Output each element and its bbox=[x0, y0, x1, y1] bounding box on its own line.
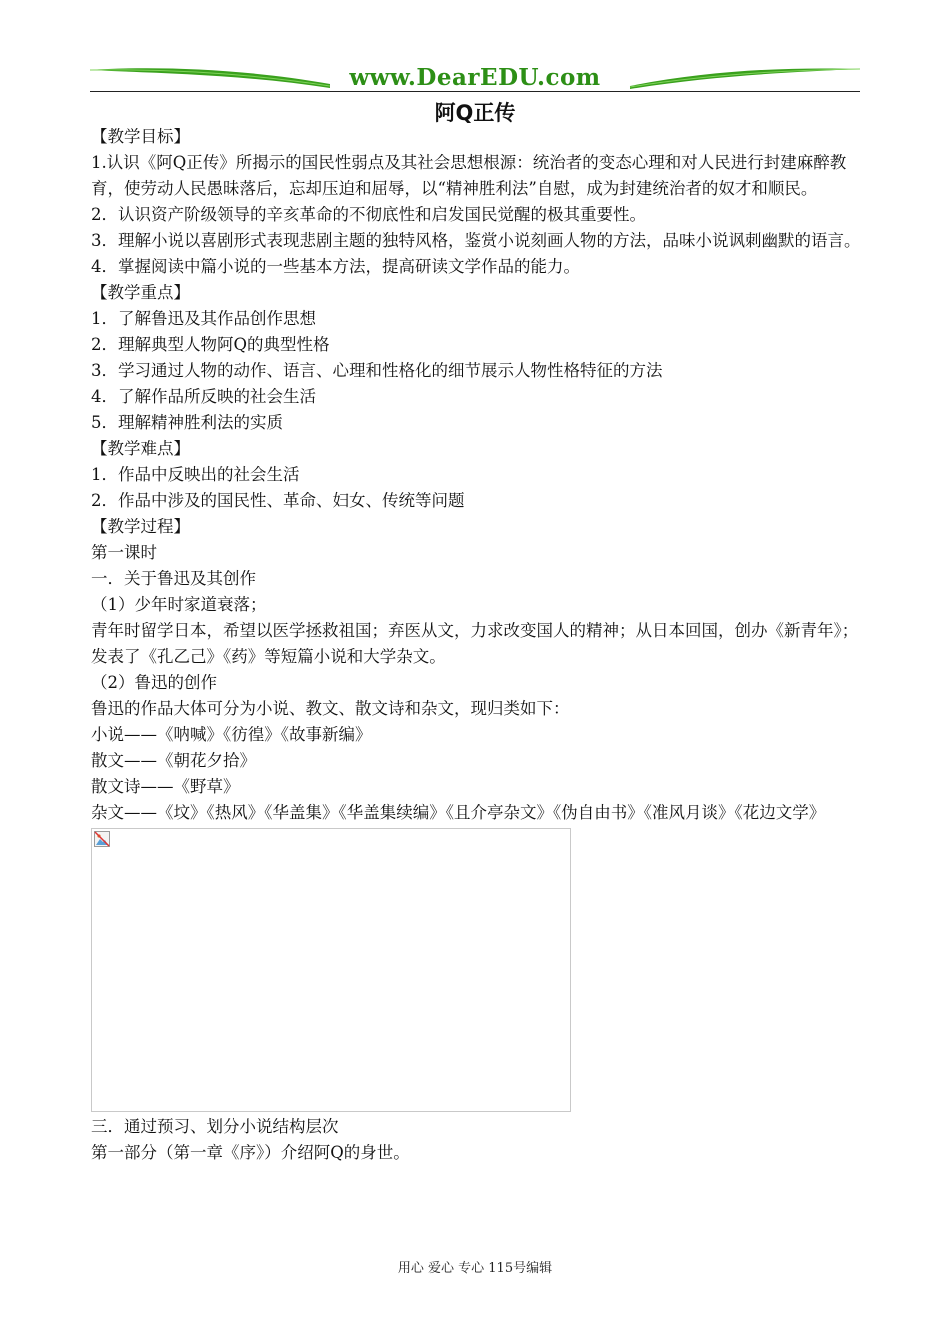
paragraph: 第一课时 bbox=[91, 543, 157, 562]
section-heading: 【教学难点】 bbox=[91, 439, 190, 458]
image-placeholder bbox=[91, 828, 571, 1112]
paragraph: 1.认识《阿Q正传》所揭示的国民性弱点及其社会思想根源：统治者的变态心理和对人民进行封建麻醉教育，使劳动人民愚昧落后，忘却压迫和屈辱，以“精神胜利法”自慰，成为封建统治者的奴才和顺民。 bbox=[91, 153, 847, 198]
paragraph: 散文诗——《野草》 bbox=[91, 777, 240, 796]
paragraph: 第一部分（第一章《序》）介绍阿Q的身世。 bbox=[91, 1143, 410, 1162]
site-logo[interactable]: www.DearEDU.com bbox=[349, 64, 601, 91]
paragraph: 散文——《朝花夕拾》 bbox=[91, 751, 256, 770]
paragraph: 1．作品中反映出的社会生活 bbox=[91, 465, 300, 484]
header-banner bbox=[90, 62, 860, 92]
paragraph: 3．学习通过人物的动作、语言、心理和性格化的细节展示人物性格特征的方法 bbox=[91, 361, 663, 380]
broken-image-icon bbox=[94, 831, 110, 847]
paragraph: 青年时留学日本，希望以医学拯救祖国；弃医从文，力求改变国人的精神；从日本回国，创办《新青年》；发表了《孔乙己》《药》等短篇小说和大学杂文。 bbox=[91, 621, 859, 666]
paragraph: 3．理解小说以喜剧形式表现悲剧主题的独特风格，鉴赏小说刻画人物的方法，品味小说讽刺幽默的语言。 bbox=[91, 231, 861, 250]
paragraph: 4．掌握阅读中篇小说的一些基本方法，提高研读文学作品的能力。 bbox=[91, 257, 580, 276]
paragraph: （2）鲁迅的创作 bbox=[91, 673, 217, 692]
document-body bbox=[91, 124, 863, 1166]
paragraph: 鲁迅的作品大体可分为小说、教文、散文诗和杂文，现归类如下： bbox=[91, 699, 570, 718]
section-heading: 【教学目标】 bbox=[91, 127, 190, 146]
paragraph: 2．作品中涉及的国民性、革命、妇女、传统等问题 bbox=[91, 491, 465, 510]
section-heading: 【教学过程】 bbox=[91, 517, 190, 536]
paragraph: 2．理解典型人物阿Q的典型性格 bbox=[91, 335, 330, 354]
paragraph: 2．认识资产阶级领导的辛亥革命的不彻底性和启发国民觉醒的极其重要性。 bbox=[91, 205, 646, 224]
paragraph: （1）少年时家道衰落； bbox=[91, 595, 267, 614]
section-heading: 【教学重点】 bbox=[91, 283, 190, 302]
header-divider bbox=[90, 91, 860, 92]
paragraph: 三．通过预习、划分小说结构层次 bbox=[91, 1117, 339, 1136]
paragraph: 1．了解鲁迅及其作品创作思想 bbox=[91, 309, 316, 328]
paragraph: 4．了解作品所反映的社会生活 bbox=[91, 387, 316, 406]
paragraph: 小说——《呐喊》《彷徨》《故事新编》 bbox=[91, 725, 372, 744]
paragraph: 5．理解精神胜利法的实质 bbox=[91, 413, 283, 432]
paragraph: 杂文——《坟》《热风》《华盖集》《华盖集续编》《且介亭杂文》《伪自由书》《准风月谈》《花边文学》 bbox=[91, 803, 826, 822]
page-footer: 用心 爱心 专心 115号编辑 bbox=[397, 1261, 553, 1276]
paragraph: 一．关于鲁迅及其创作 bbox=[91, 569, 256, 588]
page-title: 阿Q正传 bbox=[434, 101, 516, 125]
